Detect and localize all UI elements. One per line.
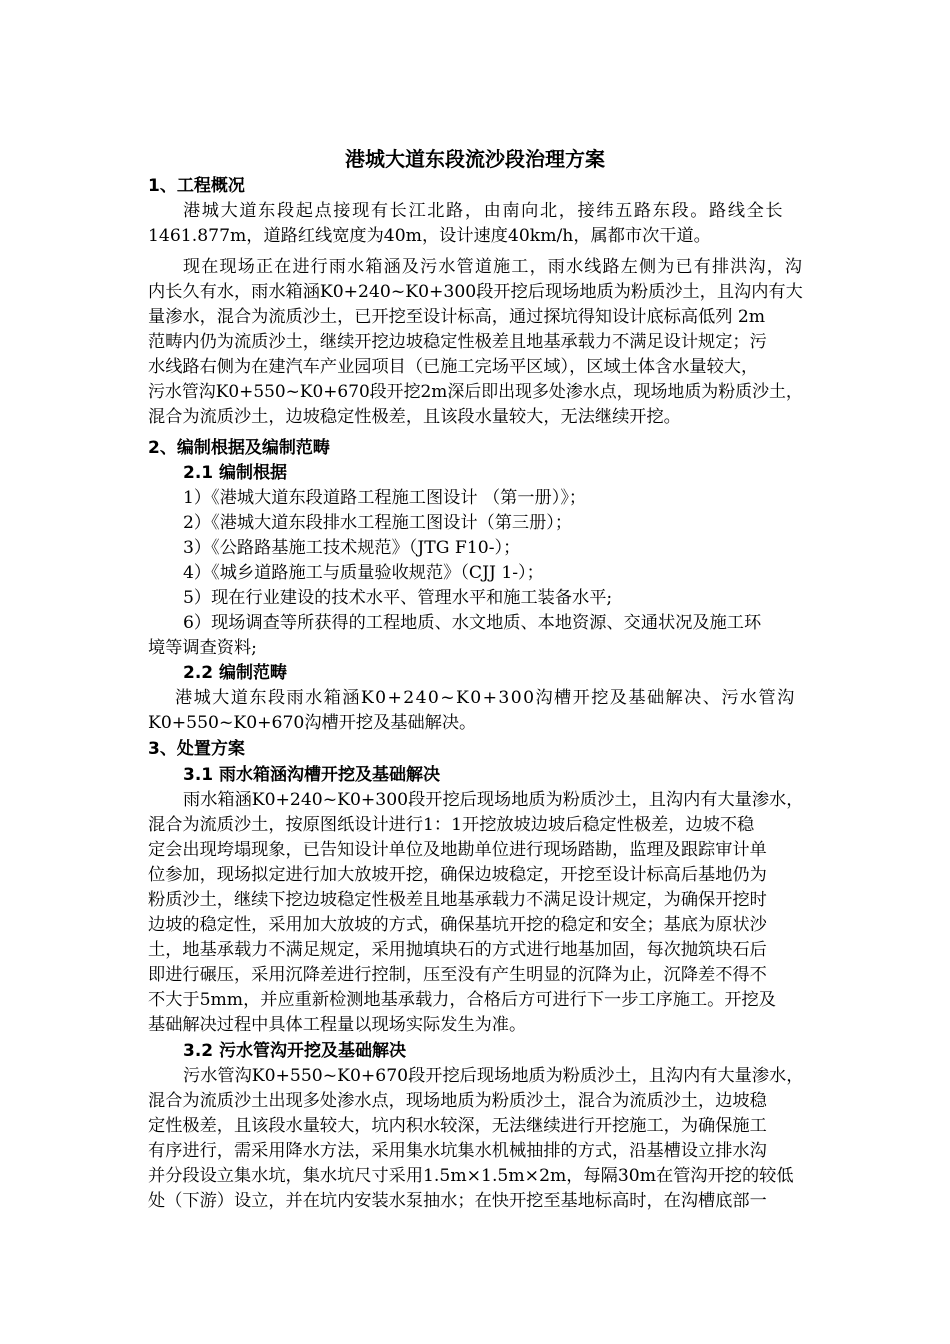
paragraph-line: 量渗水，混合为流质沙土，已开挖至设计标高，通过探坑得知设计底标高低列 2m [148,307,766,327]
subsection-3-2-heading: 3.2 污水管沟开挖及基础解决 [183,1041,407,1061]
paragraph-line: 并分段设立集水坑，集水坑尺寸采用1.5m×1.5m×2m，每隔30m在管沟开挖的较低 [148,1166,794,1186]
section-2-heading: 2、编制根据及编制范畴 [148,438,330,458]
paragraph-line: 边坡的稳定性，采用加大放坡的方式，确保基坑开挖的稳定和安全；基底为原状沙 [148,915,767,935]
paragraph-line: 定性极差，且该段水量较大，坑内积水较深，无法继续进行开挖施工，为确保施工 [148,1116,767,1136]
paragraph-line: 港城大道东段起点接现有长江北路，由南向北，接纬五路东段。路线全长 [183,201,785,221]
paragraph-line: 混合为流质沙土出现多处渗水点，现场地质为粉质沙土，混合为流质沙土，边坡稳 [148,1091,767,1111]
list-item: 5）现在行业建设的技术水平、管理水平和施工装备水平; [183,588,613,608]
section-3-heading: 3、处置方案 [148,739,245,759]
paragraph-line: 有序进行，需采用降水方法，采用集水坑集水机械抽排的方式，沿基槽设立排水沟 [148,1141,767,1161]
paragraph-line: K0+550~K0+670沟槽开挖及基础解决。 [148,713,477,733]
paragraph-line: 1461.877m，道路红线宽度为40m，设计速度40km/h，属都市次干道。 [148,226,711,246]
paragraph-line: 现在现场正在进行雨水箱涵及污水管道施工，雨水线路左侧为已有排洪沟，沟 [183,257,804,277]
paragraph-line: 污水管沟K0+550~K0+670段开挖2m深后即出现多处渗水点，现场地质为粉质沙土， [148,382,803,402]
list-item: 境等调查资料; [148,638,257,658]
list-item: 2）《港城大道东段排水工程施工图设计（第三册）； [183,513,573,533]
subsection-3-1-heading: 3.1 雨水箱涵沟槽开挖及基础解决 [183,765,441,785]
list-item: 1）《港城大道东段道路工程施工图设计 （第一册）》； [183,488,587,508]
list-item: 3）《公路路基施工技术规范》（JTG F10-）； [183,538,521,558]
list-item: 6）现场调查等所获得的工程地质、水文地质、本地资源、交通状况及施工环 [183,613,762,633]
paragraph-line: 不大于5mm，并应重新检测地基承载力，合格后方可进行下一步工序施工。开挖及 [148,990,776,1010]
paragraph-line: 处（下游）设立，并在坑内安装水泵抽水；在快开挖至基地标高时，在沟槽底部一 [148,1191,767,1211]
document-title: 港城大道东段流沙段治理方案 [345,147,605,171]
paragraph-line: 水线路右侧为在建汽车产业园项目（已施工完场平区域），区域土体含水量较大， [148,357,759,377]
subsection-2-2-heading: 2.2 编制范畴 [183,663,288,683]
paragraph-line: 范畴内仍为流质沙土，继续开挖边坡稳定性极差且地基承载力不满足设计规定；污 [148,332,767,352]
paragraph-line: 基础解决过程中具体工程量以现场实际发生为准。 [148,1015,527,1035]
paragraph-line: 污水管沟K0+550~K0+670段开挖后现场地质为粉质沙土，且沟内有大量渗水， [183,1066,804,1086]
paragraph-line: 混合为流质沙土，按原图纸设计进行1：1开挖放坡边坡后稳定性极差，边坡不稳 [148,815,755,835]
paragraph-line: 港城大道东段雨水箱涵K0+240~K0+300沟槽开挖及基础解决、污水管沟 [175,688,796,708]
paragraph-line: 定会出现垮塌现象，已告知设计单位及地勘单位进行现场踏勘，监理及跟踪审计单 [148,840,767,860]
section-1-heading: 1、工程概况 [148,176,245,196]
paragraph-line: 雨水箱涵K0+240~K0+300段开挖后现场地质为粉质沙土，且沟内有大量渗水， [183,790,804,810]
paragraph-line: 内长久有水，雨水箱涵K0+240~K0+300段开挖后现场地质为粉质沙土，且沟内有大 [148,282,803,302]
subsection-2-1-heading: 2.1 编制根据 [183,463,288,483]
paragraph-line: 土，地基承载力不满足规定，采用抛填块石的方式进行地基加固，每次抛筑块石后 [148,940,767,960]
paragraph-line: 即进行碾压，采用沉降差进行控制，压至没有产生明显的沉降为止，沉降差不得不 [148,965,767,985]
list-item: 4）《城乡道路施工与质量验收规范》（CJJ 1-）； [183,563,544,583]
paragraph-line: 粉质沙土，继续下挖边坡稳定性极差且地基承载力不满足设计规定，为确保开挖时 [148,890,767,910]
paragraph-line: 位参加，现场拟定进行加大放坡开挖，确保边坡稳定，开挖至设计标高后基地仍为 [148,865,767,885]
paragraph-line: 混合为流质沙土，边坡稳定性极差，且该段水量较大，无法继续开挖。 [148,407,681,427]
